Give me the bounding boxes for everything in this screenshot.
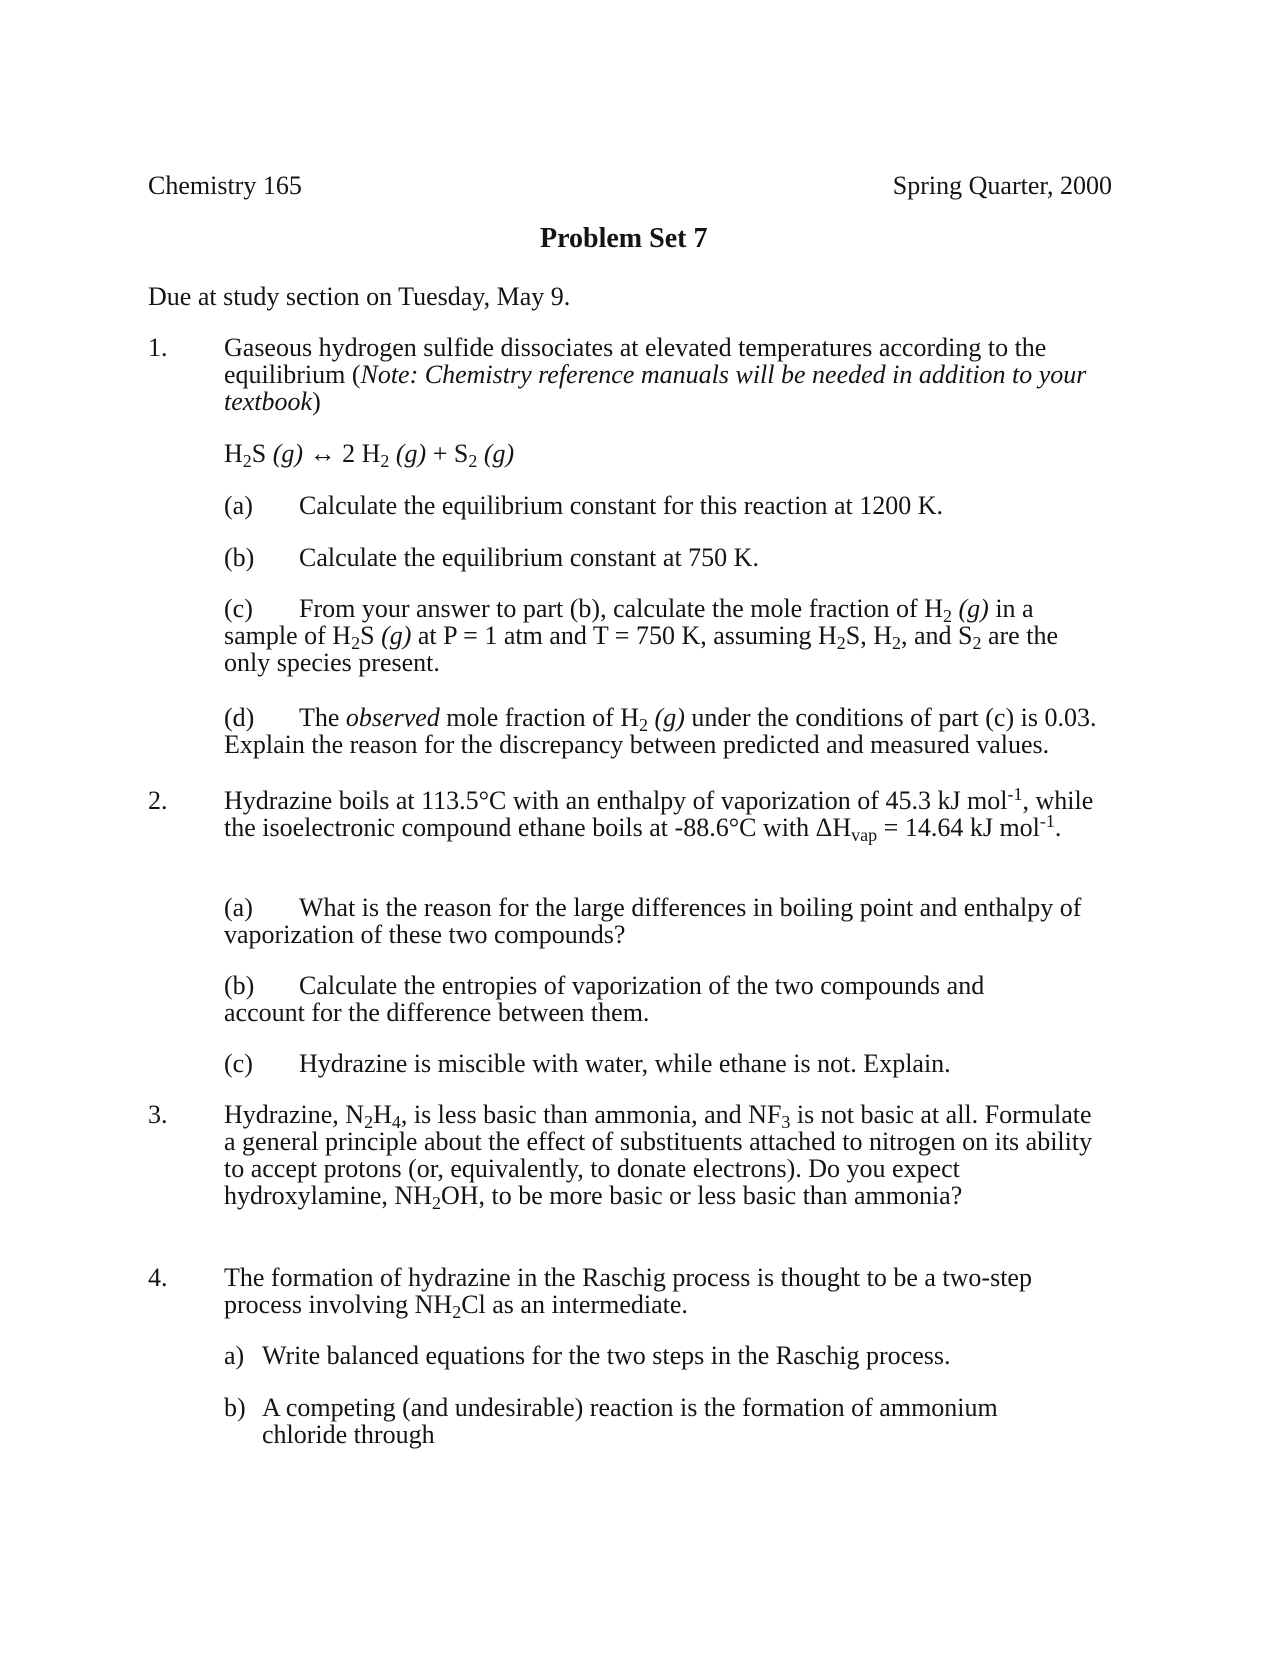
page-title: Problem Set 7 [540,223,708,254]
problem-4-intro: The formation of hydrazine in the Raschig process is thought to be a two-step process involving $NH_2Cl$ as an intermediate. [224,1263,1032,1322]
problem-2-number: 2. [148,786,168,815]
problem-1a: (a) Calculate the equilibrium constant for this reaction at 1200 K. [224,491,944,520]
problem-3-text: Hydrazine, $N_2H_4$, is less basic than ammonia, and $NF_3$ is not basic at all. Formulate a general principle about the effect of substituents attached to nitrogen on its ability to accept protons (or, equivalently, to donate electrons). Do you expect hydroxylamine, $NH_2OH$, to be more basic or less basic than ammonia? [224,1100,1093,1213]
problem-1-note: Note: Chemistry reference manuals will be needed in addition to your textbook [224,360,1087,416]
problem-1b: (b) Calculate the equilibrium constant at 750 K. [224,543,759,572]
problem-1c: (c) From your answer to part (b), calculate the mole fraction of $H_2$ (g) in a sample of $H_2S$ (g) at P = 1 atm and T = 750 K, assuming $H_2S$, $H_2$, and $S_2$ are the only species present. [224,594,1058,677]
problem-1-intro: Gaseous hydrogen sulfide dissociates at elevated temperatures according to the equilibrium (Note: Chemistry reference manuals will be needed in addition to your textbook) [224,333,1087,416]
due-date: Due at study section on Tuesday, May 9. [148,282,571,311]
problem-2c: (c) Hydrazine is miscible with water, while ethane is not. Explain. [224,1049,951,1078]
problem-1d: (d) The observed mole fraction of $H_2$ (g) under the conditions of part (c) is 0.03. Explain the reason for the discrepancy between predicted and measured values. [224,703,1097,759]
problem-4b: A competing (and undesirable) reaction is the formation of ammonium chloride through [262,1393,998,1449]
problem-4b-label: b) [224,1393,246,1422]
problem-1-number: 1. [148,333,168,362]
problem-4a: a) Write balanced equations for the two steps in the Raschig process. [224,1341,951,1370]
problem-2-intro: Hydrazine boils at 113.5°C with an enthalpy of vaporization of 45.3 kJ mol$^{-1}$, while the isoelectronic compound ethane boils at -88.6°C with $\Delta H_{vap} = 14.64$ kJ mol$^{-1}$. [224,784,1094,845]
term-label: Spring Quarter, 2000 [892,171,1112,200]
problem-2a: (a) What is the reason for the large differences in boiling point and enthalpy of vaporization of these two compounds? [224,893,1082,949]
problem-4-number: 4. [148,1263,168,1292]
equilibrium-equation: $H_2S$ (g) ↔ 2 $H_2$ $(g) + S_2$ (g) [224,439,515,471]
course-name: Chemistry 165 [148,171,302,200]
problem-2b: (b) Calculate the entropies of vaporization of the two compounds and account for the difference between them. [224,971,985,1027]
problem-3-number: 3. [148,1100,168,1129]
